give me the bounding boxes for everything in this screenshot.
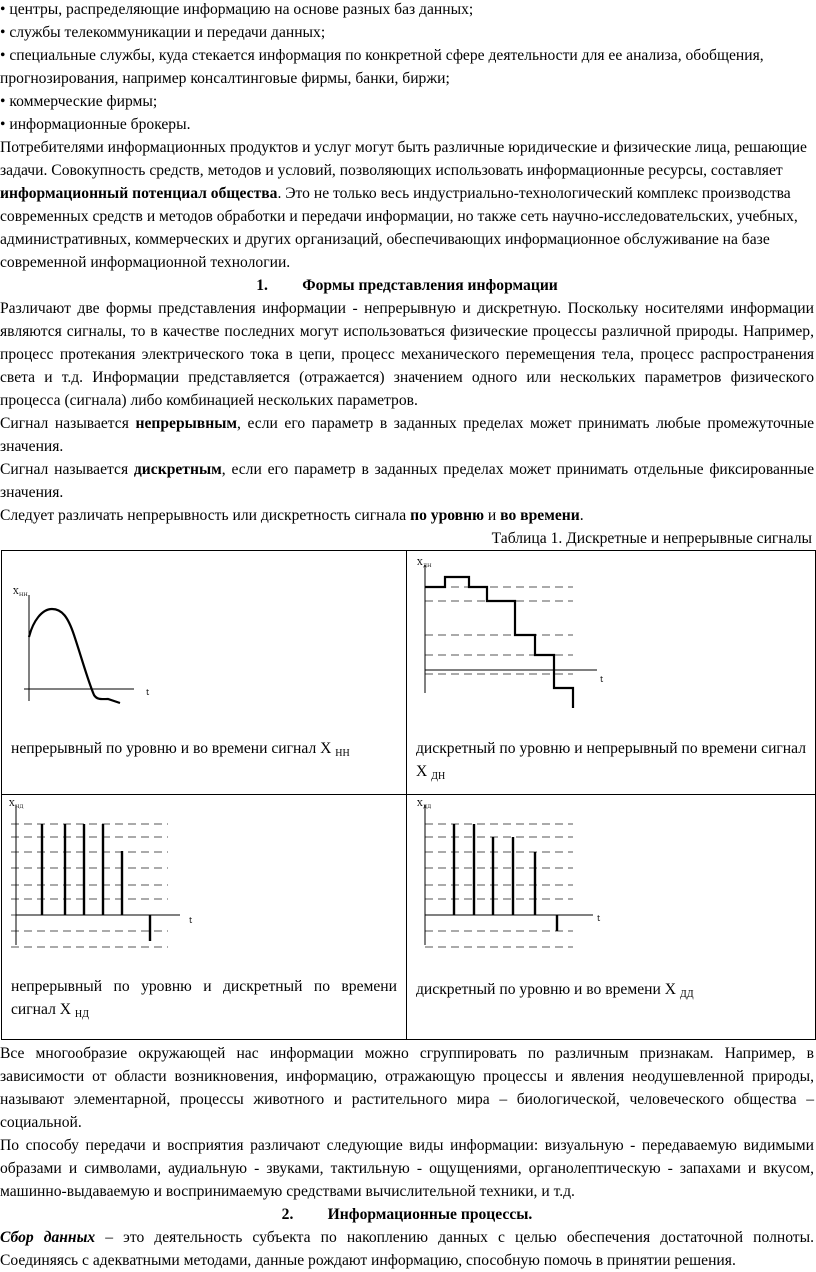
cell-discrete-continuous [407, 551, 816, 795]
svg-text:ДН: ДН [423, 563, 432, 569]
figure-nd [2, 795, 407, 965]
paragraph-distinguish: Следует различать непрерывность или дискретность сигнала по уровню и во времени. [0, 507, 584, 524]
term-info-potential: информационный потенциал общества [0, 185, 278, 202]
cell-continuous-discrete [2, 795, 407, 1040]
svg-text:t: t [189, 916, 193, 925]
paragraph-forms: Различают две формы представления информации - непрерывную и дискретную. Поскольку носителями информации являются сигналы, то в качестве последних могут использоваться физические процессы различной природы. Например, процесс протекания электрического тока в цепи, процесс механического перемещения тела, процесс распространения света и т.д. Информации представляется (отражается) значением одного или нескольких параметров физического процесса (сигнала) либо комбинацией нескольких параметров. [0, 300, 814, 409]
term-continuous: непрерывным [135, 415, 238, 432]
paragraph-discrete: Сигнал называется дискретным, если его параметр в заданных пределах может принимать отдельные фиксированные значения. [0, 461, 814, 501]
svg-text:X: X [9, 799, 15, 808]
svg-text:НН: НН [19, 592, 28, 598]
svg-text:НД: НД [15, 804, 24, 810]
cell-label: дискретный по уровню и во времени Х $_{ДД}$ [416, 981, 694, 1000]
bullet-list [0, 0, 814, 136]
table-caption: Таблица 1. Дискретные и непрерывные сигналы [491, 530, 812, 547]
svg-text:t: t [597, 914, 601, 923]
figure-dn [407, 551, 816, 731]
axis-label-x: X [13, 587, 19, 596]
svg-text:X: X [417, 558, 423, 567]
list-item: • коммерческие фирмы; [0, 93, 158, 110]
paragraph-continuous: Сигнал называется непрерывным, если его параметр в заданных пределах может принимать любые промежуточные значения. [0, 415, 814, 455]
cell-discrete-discrete [407, 795, 816, 1040]
list-item: • службы телекоммуникации и передачи данных; [0, 24, 326, 41]
cell-label: непрерывный по уровню и дискретный по времени сигнал Х $_{НД}$ [11, 978, 397, 1020]
paragraph-consumers: Потребителями информационных продуктов и услуг могут быть различные юридические и физические лица, решающие задачи. Совокупность средств, методов и условий, позволяющих использовать информационные ресурсы, составляет информационный потенциал общества. Это не только весь индустриально-технологический комплекс производства современных средств и методов обработки и передачи информации, но также сеть научно-исследовательских, учебных, административных, коммерческих и других организаций, обеспечивающих информационное обслуживание на базе современной информационной технологии. [0, 139, 807, 271]
cell-label: непрерывный по уровню и во времени сигнал Х $_{НН}$ [11, 740, 350, 759]
svg-text:t: t [600, 675, 604, 684]
paragraph-collect: Сбор данных – это деятельность субъекта по накоплению данных с целью обеспечения достаточной полноты. Соединяясь с адекватными методами, данные рождают информацию, способную помочь в принятии решения. [0, 1229, 814, 1269]
svg-text:ДД: ДД [423, 804, 432, 810]
signals-table [1, 550, 816, 1040]
paragraph-transfer: По способу передачи и восприятия различают следующие виды информации: визуальную - передаваемую видимыми образами и символами, аудиальную - звуками, тактильную - ощущениями, органолептическую - запахами и вкусом, машинно-выдаваемую и воспринимаемую средствами вычислительной техники, и т.д. [0, 1137, 814, 1200]
svg-text:X: X [417, 799, 423, 808]
paragraph-variety: Все многообразие окружающей нас информации можно сгруппировать по различным признакам. Например, в зависимости от области возникновения, информацию, отражающую процессы и явления неодушевленной природы, называют элементарной, процессы животного и растительного мира – биологической, человеческого общества – социальной. [0, 1045, 814, 1131]
figure-nn [2, 551, 407, 731]
figure-dd [407, 795, 816, 965]
cell-label: дискретный по уровню и непрерывный по времени сигнал Х $_{ДН}$ [416, 740, 806, 782]
term-data-collection: Сбор данных [0, 1229, 96, 1246]
list-item: • специальные службы, куда стекается информация по конкретной сфере деятельности для ее анализа, обобщения, прогнозирования, например консалтинговые фирмы, банки, биржи; [0, 47, 764, 87]
section-heading-processes: 2. Информационные процессы. [281, 1206, 533, 1223]
axis-label-t: t [146, 688, 150, 697]
list-item: • информационные брокеры. [0, 116, 191, 133]
term-discrete: дискретным [133, 461, 222, 478]
cell-continuous-continuous [2, 551, 407, 795]
list-item: • центры, распределяющие информацию на основе разных баз данных; [0, 1, 474, 18]
section-heading-forms: 1. Формы представления информации [256, 277, 558, 294]
